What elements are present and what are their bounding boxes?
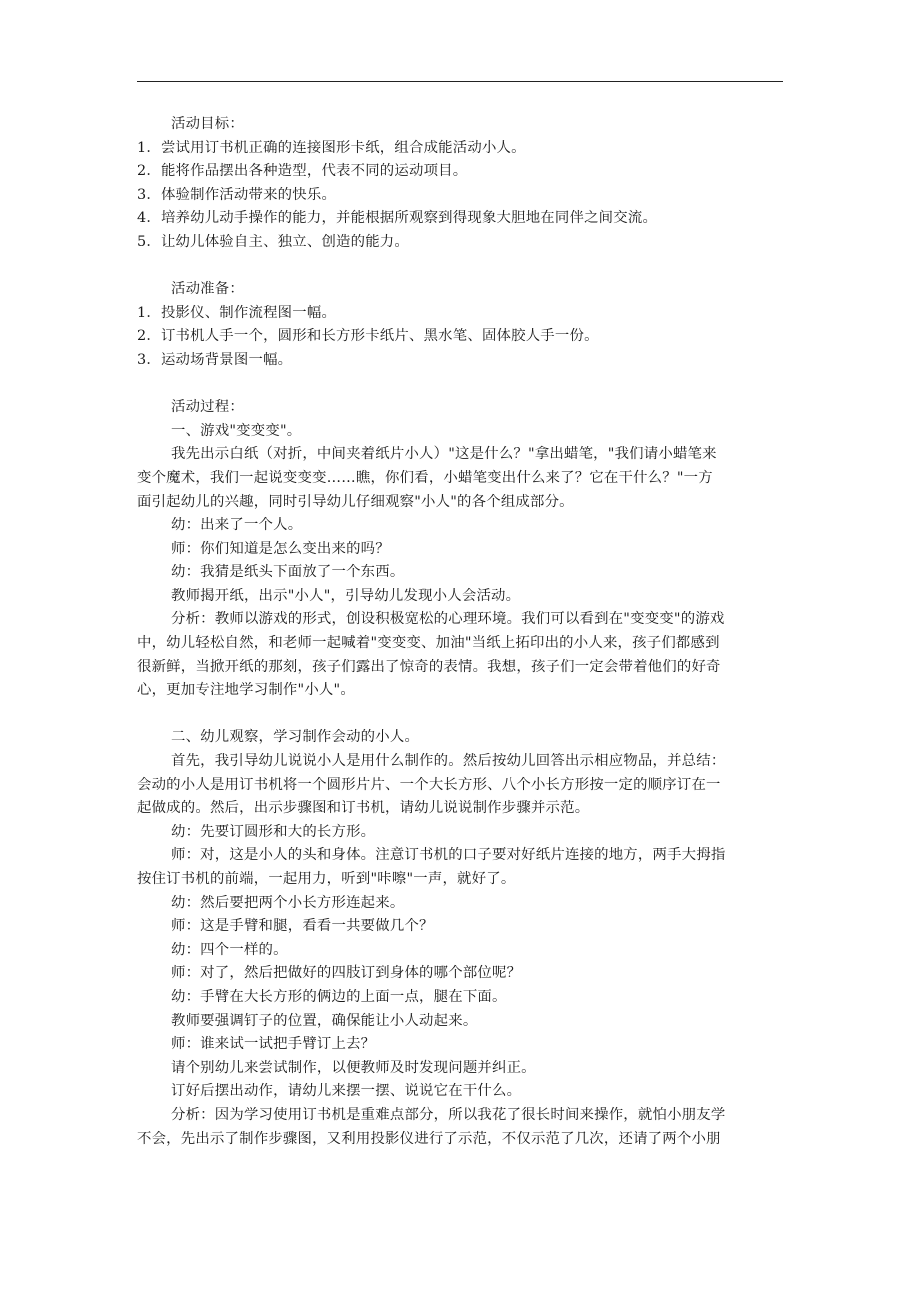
- paragraph-line: 分析：因为学习使用订书机是重难点部分，所以我花了很长时间来操作，就怕小朋友学: [171, 1106, 726, 1123]
- paragraph-line: 面引起幼儿的兴趣，同时引导幼儿仔细观察"小人"的各个组成部分。: [137, 493, 574, 510]
- paragraph-line: 按住订书机的前端，一起用力，听到"咔嚓"一声，就好了。: [137, 871, 516, 887]
- list-item: 4．培养幼儿动手操作的能力，并能根据所观察到得现象大胆地在同伴之间交流。: [137, 210, 658, 227]
- list-item: 3．体验制作活动带来的快乐。: [137, 186, 337, 203]
- paragraph-line: 首先，我引导幼儿说说小人是用什么制作的。然后按幼儿回答出示相应物品，并总结：: [171, 753, 726, 770]
- document-body: [137, 113, 789, 1151]
- prep-list: [137, 302, 789, 373]
- paragraph-line: 会动的小人是用订书机将一个圆形片片、一个大长方形、八个小长方形按一定的顺序订在一: [137, 776, 721, 793]
- paragraph-line: 师：对，这是小人的头和身体。注意订书机的口子要对好纸片连接的地方，两手大拇指: [171, 847, 726, 864]
- goals-list: [137, 137, 789, 255]
- dialog-line: 师：你们知道是怎么变出来的吗？: [171, 540, 390, 557]
- dialog-line: 幼：手臂在大长方形的俩边的上面一点，腿在下面。: [171, 988, 507, 1005]
- dialog-line: 师：这是手臂和腿，看看一共要做几个？: [171, 918, 434, 935]
- paragraph-line: 很新鲜，当掀开纸的那刻，孩子们露出了惊奇的表情。我想，孩子们一定会带着他们的好奇: [137, 658, 721, 675]
- dialog-line: 师：谁来试一试把手臂订上去？: [171, 1036, 376, 1053]
- dialog-line: 幼：先要订圆形和大的长方形。: [171, 823, 376, 840]
- part2-teacher-paragraph: [137, 844, 789, 891]
- dialog-line: 幼：然后要把两个小长方形连起来。: [171, 894, 405, 911]
- paragraph-line: 变个魔术，我们一起说变变变……瞧，你们看，小蜡笔变出什么来了？它在干什么？"一方: [137, 469, 713, 486]
- dialog-line: 请个别幼儿来尝试制作，以便教师及时发现问题并纠正。: [171, 1059, 536, 1076]
- goals-heading: 活动目标：: [171, 116, 244, 132]
- paragraph-line: 中，幼儿轻松自然，和老师一起喊着"变变变、加油"当纸上拓印出的小人来，孩子们都感到: [137, 635, 720, 652]
- spacer: [137, 373, 789, 397]
- spacer: [137, 703, 789, 727]
- part2-analysis-paragraph: [137, 1104, 789, 1151]
- part1-analysis-paragraph: [137, 608, 789, 702]
- list-item: 5．让幼儿体验自主、独立、创造的能力。: [137, 233, 409, 250]
- part2-intro-paragraph: [137, 750, 789, 821]
- paragraph-line: 心，更加专注地学习制作"小人"。: [137, 682, 355, 699]
- paragraph-line: 我先出示白纸（对折，中间夹着纸片小人）"这是什么？"拿出蜡笔，"我们请小蜡笔来: [171, 446, 717, 463]
- part2-title: 二、幼儿观察，学习制作会动的小人。: [171, 729, 420, 746]
- part1-dialog: [137, 514, 789, 608]
- spacer: [137, 255, 789, 279]
- dialog-line: 教师要强调钉子的位置，确保能让小人动起来。: [171, 1012, 478, 1029]
- dialog-line: 幼：出来了一个人。: [171, 517, 303, 534]
- list-item: 3．运动场背景图一幅。: [137, 351, 293, 368]
- dialog-line: 教师揭开纸，出示"小人"，引导幼儿发现小人会活动。: [171, 587, 521, 604]
- list-item: 2．订书机人手一个，圆形和长方形卡纸片、黑水笔、固体胶人手一份。: [137, 328, 599, 345]
- list-item: 2．能将作品摆出各种造型，代表不同的运动项目。: [137, 163, 468, 180]
- prep-heading: 活动准备：: [171, 281, 244, 298]
- part2-dialog: [137, 892, 789, 1104]
- part1-intro-paragraph: [137, 443, 789, 514]
- dialog-line: 幼：我猜是纸头下面放了一个东西。: [171, 564, 405, 581]
- list-item: 1．投影仪、制作流程图一幅。: [137, 304, 337, 321]
- paragraph-line: 分析：教师以游戏的形式，创设积极宽松的心理环境。我们可以看到在"变变变"的游戏: [171, 611, 725, 628]
- paragraph-line: 起做成的。然后，出示步骤图和订书机，请幼儿说说制作步骤并示范。: [137, 800, 590, 817]
- dialog-line: 师：对了，然后把做好的四肢订到身体的哪个部位呢？: [171, 965, 522, 982]
- process-heading: 活动过程：: [171, 399, 244, 416]
- dialog-line: 幼：四个一样的。: [171, 941, 288, 958]
- list-item: 1．尝试用订书机正确的连接图形卡纸，组合成能活动小人。: [137, 139, 526, 156]
- dialog-line: 订好后摆出动作，请幼儿来摆一摆、说说它在干什么。: [171, 1083, 522, 1100]
- part1-title: 一、游戏"变变变"。: [171, 422, 302, 439]
- header-rule: [137, 81, 783, 82]
- paragraph-line: 不会，先出示了制作步骤图，又利用投影仪进行了示范，不仅示范了几次，还请了两个小朋: [137, 1130, 721, 1147]
